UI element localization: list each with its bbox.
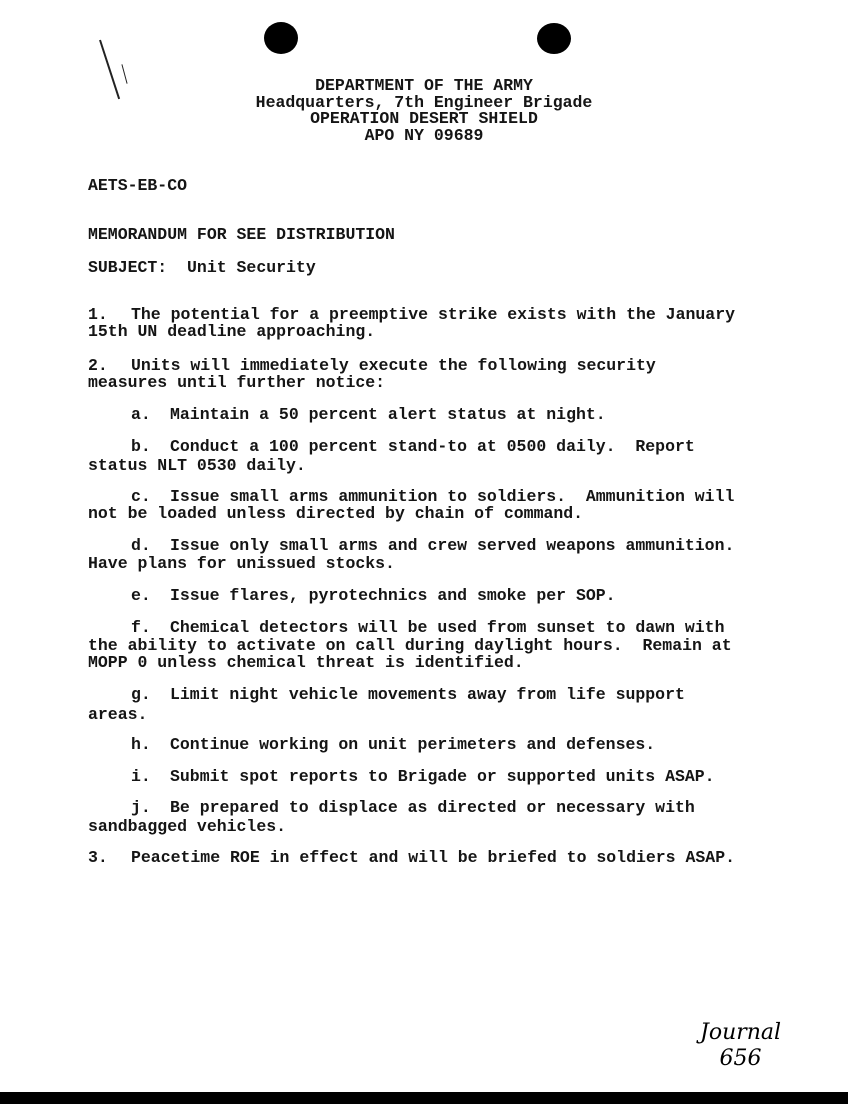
paragraph-line: 15th UN deadline approaching. [88,322,376,341]
letterhead-line: Headquarters, 7th Engineer Brigade [255,93,593,112]
paragraph-line: Peacetime ROE in effect and will be briefed to soldiers ASAP. [131,848,735,867]
punch-hole-left [264,22,298,54]
paragraph-label: 2. [88,356,108,375]
handwritten-note [700,1020,781,1072]
handwritten-word: Journal [700,1020,782,1045]
office-symbol: AETS-EB-CO [88,176,188,195]
paragraph-label: c. [131,487,151,506]
paragraph-label: j. [131,798,151,817]
letterhead-line: DEPARTMENT OF THE ARMY [315,76,533,95]
paragraph-label: e. [131,586,151,605]
paragraph-label: d. [131,536,151,555]
paragraph-line: Units will immediately execute the following security [131,356,656,375]
paragraph-line: Have plans for unissued stocks. [88,554,395,573]
subject-line: SUBJECT: Unit Security [88,258,316,277]
paragraph-line: Submit spot reports to Brigade or supported units ASAP. [170,767,715,786]
paragraph-line: Issue only small arms and crew served weapons ammunition. [170,536,735,555]
paragraph-label: b. [131,437,151,456]
paragraph-line: The potential for a preemptive strike exists with the January [131,305,735,324]
paragraph-label: 1. [88,305,108,324]
paragraph-line: Issue flares, pyrotechnics and smoke per SOP. [170,586,616,605]
paragraph-line: not be loaded unless directed by chain of command. [88,504,584,523]
paragraph-line: Issue small arms ammunition to soldiers. Ammunition will [170,487,735,506]
handwritten-number: 656 [719,1046,762,1071]
paragraph-line: Be prepared to displace as directed or necessary with [170,798,695,817]
letterhead-line: APO NY 09689 [364,126,484,145]
punch-hole-right [537,23,571,54]
paragraph-line: Chemical detectors will be used from sunset to dawn with [170,618,725,637]
paragraph-line: Continue working on unit perimeters and defenses. [170,735,656,754]
paragraph-line: measures until further notice: [88,373,386,392]
paragraph-label: h. [131,735,151,754]
paragraph-line: Limit night vehicle movements away from life support [170,685,685,704]
paragraph-label: g. [131,685,151,704]
paragraph-line: Conduct a 100 percent stand-to at 0500 daily. Report [170,437,695,456]
scan-edge-bar [0,1092,848,1104]
paragraph-line: status NLT 0530 daily. [88,456,306,475]
paragraph-line: areas. [88,705,148,724]
paragraph-label: 3. [88,848,108,867]
paragraph-label: i. [131,767,151,786]
paragraph-line: sandbagged vehicles. [88,817,287,836]
paragraph-line: MOPP 0 unless chemical threat is identified. [88,653,524,672]
paragraph-line: Maintain a 50 percent alert status at night. [170,405,606,424]
paragraph-line: the ability to activate on call during daylight hours. Remain at [88,636,732,655]
paragraph-label: f. [131,618,151,637]
memo-for: MEMORANDUM FOR SEE DISTRIBUTION [88,225,395,244]
paragraph-label: a. [131,405,151,424]
letterhead-line: OPERATION DESERT SHIELD [310,109,538,128]
